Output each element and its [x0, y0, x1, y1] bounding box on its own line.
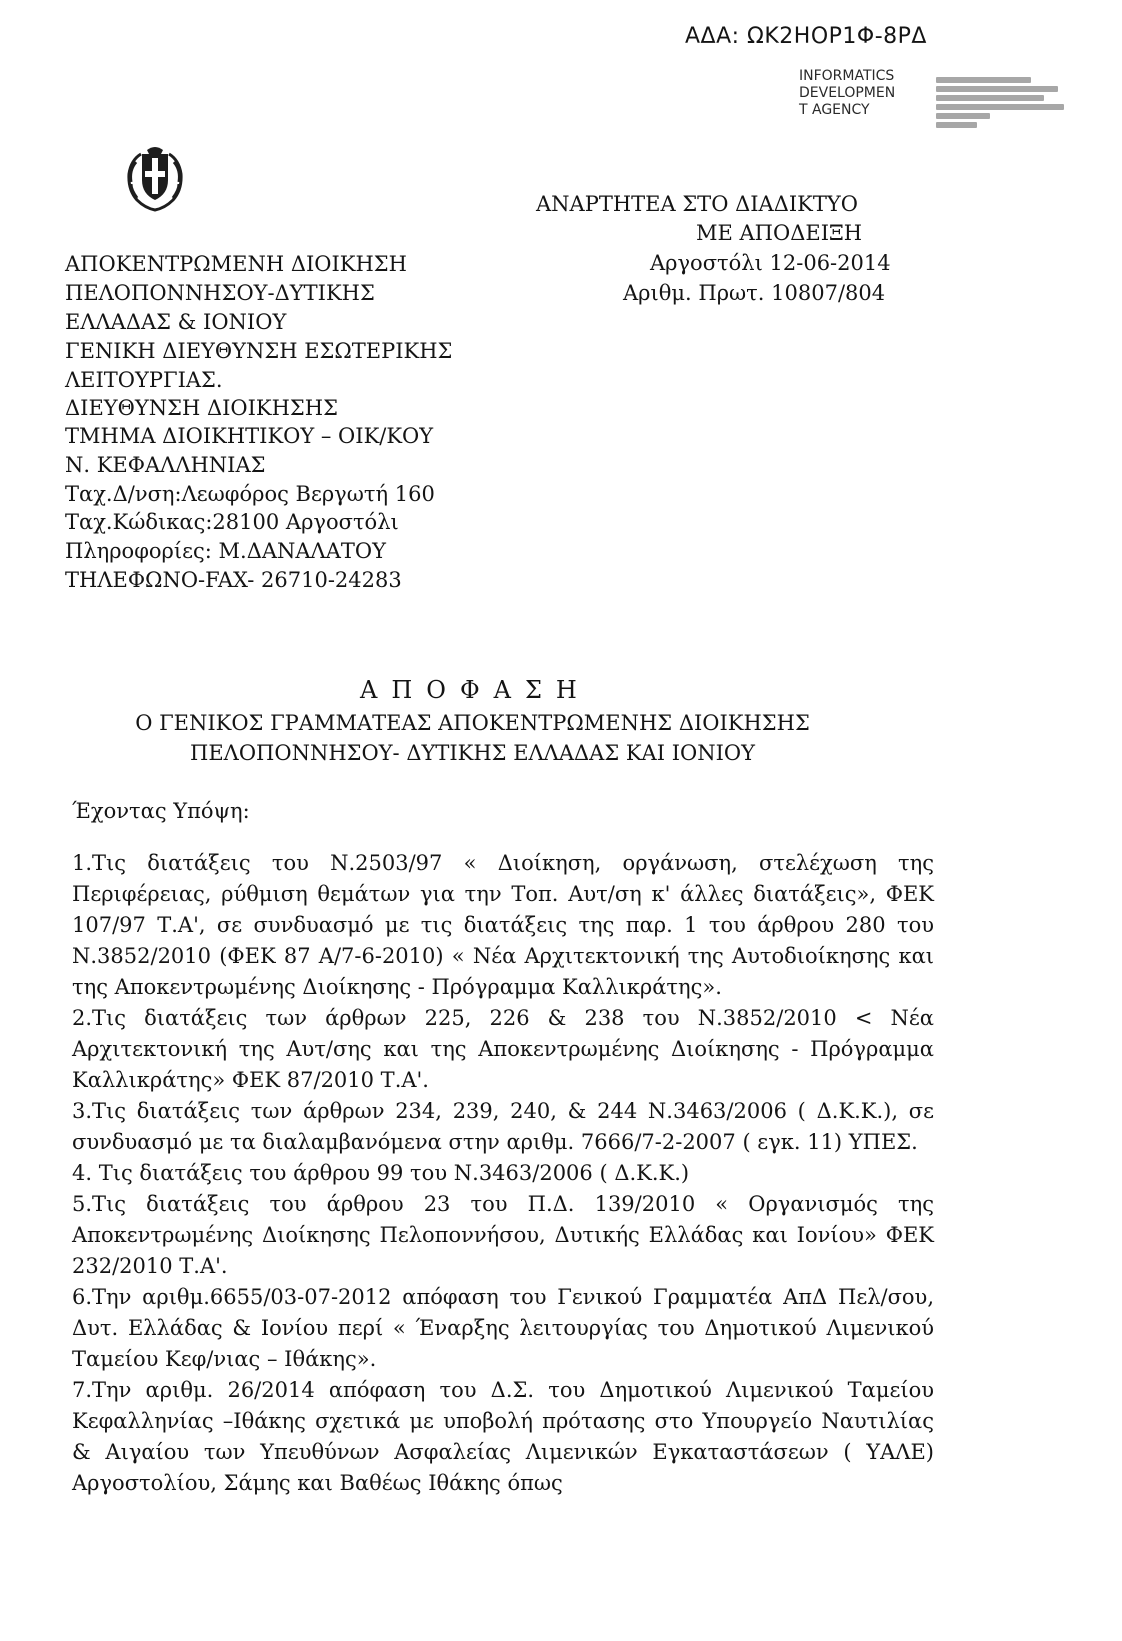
considering-heading: Έχοντας Υπόψη: — [72, 799, 250, 823]
sender-line: ΓΕΝΙΚΗ ΔΙΕΥΘΥΝΣΗ ΕΣΩΤΕΡΙΚΗΣ — [65, 339, 453, 363]
consideration-item: 3.Τις διατάξεις των άρθρων 234, 239, 240, & 244 Ν.3463/2006 ( Δ.Κ.Κ.), σε συνδυασμό με τα διαλαμβανόμενα στην αριθμ. 7666/7-2-2007 ( εγκ. 11) ΥΠΕΣ. — [72, 1099, 934, 1154]
consideration-item: 2.Τις διατάξεις των άρθρων 225, 226 & 238 του Ν.3852/2010 < Νέα Αρχιτεκτονική της Αυτ/σης και της Αποκεντρωμένης Διοίκησης - Πρόγραμμα Καλλικράτης» ΦΕΚ 87/2010 Τ.Α'. — [72, 1006, 934, 1092]
posting-line-1: ΑΝΑΡΤΗΤΕΑ ΣΤΟ ΔΙΑΔΙΚΤΥΟ — [536, 192, 858, 216]
document-date: Αργοστόλι 12-06-2014 — [650, 251, 891, 275]
issuer-line-2: ΠΕΛΟΠΟΝΝΗΣΟΥ- ΔΥΤΙΚΗΣ ΕΛΛΑΔΑΣ ΚΑΙ ΙΟΝΙΟΥ — [190, 741, 755, 765]
consideration-item: 1.Τις διατάξεις του Ν.2503/97 « Διοίκηση, οργάνωση, στελέχωση της Περιφέρειας, ρύθμιση θεμάτων για την Τοπ. Αυτ/ση κ' άλλες διατάξεις», ΦΕΚ 107/97 Τ.Α', σε συνδυασμό με τις διατάξεις της παρ. 1 του άρθρου 280 του Ν.3852/2010 (ΦΕΚ 87 Α/7-6-2010) « Νέα Αρχιτεκτονική της Αυτοδιοίκησης και της Αποκεντρωμένης Διοίκησης - Πρόγραμμα Καλλικράτης». — [72, 851, 934, 999]
consideration-item: 4. Τις διατάξεις του άρθρου 99 του Ν.3463/2006 ( Δ.Κ.Κ.) — [72, 1161, 690, 1185]
sender-line: Ν. ΚΕΦΑΛΛΗΝΙΑΣ — [65, 453, 266, 477]
protocol-number: Αριθμ. Πρωτ. 10807/804 — [623, 281, 886, 305]
ada-code: ΑΔΑ: ΩΚ2ΗΟΡ1Φ-8ΡΔ — [685, 24, 927, 49]
consideration-item: 7.Την αριθμ. 26/2014 απόφαση του Δ.Σ. του Δημοτικού Λιμενικού Ταμείου Κεφαλληνίας –Ιθάκης σχετικά με υποβολή πρότασης στο Υπουργείο Ναυτιλίας & Αιγαίου των Υπευθύνων Ασφαλείας Λιμενικών Εγκαταστάσεων ( ΥΑΛΕ) Αργοστολίου, Σάμης και Βαθέως Ιθάκης όπως — [72, 1378, 934, 1495]
signature-line-2: DEVELOPMEN — [799, 85, 896, 101]
sender-line: ΔΙΕΥΘΥΝΣΗ ΔΙΟΙΚΗΣΗΣ — [65, 396, 338, 420]
posting-line-2: ΜΕ ΑΠΟΔΕΙΞΗ — [696, 221, 863, 245]
signature-details-graphic — [936, 77, 1071, 135]
sender-line: ΛΕΙΤΟΥΡΓΙΑΣ. — [65, 368, 223, 392]
sender-contact: Πληροφορίες: Μ.ΔΑΝΑΛΑΤΟΥ — [65, 539, 386, 563]
sender-line: ΠΕΛΟΠΟΝΝΗΣΟΥ-ΔΥΤΙΚΗΣ — [65, 281, 375, 305]
decision-title: ΑΠΟΦΑΣΗ — [360, 676, 591, 704]
sender-address: Ταχ.Δ/νση:Λεωφόρος Βεργωτή 160 — [65, 482, 435, 506]
sender-line: ΑΠΟΚΕΝΤΡΩΜΕΝΗ ΔΙΟΙΚΗΣΗ — [65, 252, 407, 276]
consideration-item: 5.Τις διατάξεις του άρθρου 23 του Π.Δ. 139/2010 « Οργανισμός της Αποκεντρωμένης Διοίκησης Πελοποννήσου, Δυτικής Ελλάδας και Ιονίου» ΦΕΚ 232/2010 Τ.Α'. — [72, 1192, 934, 1278]
sender-postcode: Ταχ.Κώδικας:28100 Αργοστόλι — [65, 510, 399, 534]
sender-line: ΤΜΗΜΑ ΔΙΟΙΚΗΤΙΚΟΥ – ΟΙΚ/ΚΟΥ — [65, 424, 434, 448]
signature-line-1: INFORMATICS — [799, 68, 895, 84]
signature-line-3: T AGENCY — [799, 102, 870, 118]
considerations-list — [72, 848, 934, 1499]
issuer-line-1: Ο ΓΕΝΙΚΟΣ ΓΡΑΜΜΑΤΕΑΣ ΑΠΟΚΕΝΤΡΩΜΕΝΗΣ ΔΙΟΙΚΗΣΗΣ — [135, 711, 810, 735]
coat-of-arms-icon — [117, 140, 193, 216]
sender-line: ΕΛΛΑΔΑΣ & ΙΟΝΙΟΥ — [65, 310, 287, 334]
consideration-item: 6.Την αριθμ.6655/03-07-2012 απόφαση του Γενικού Γραμματέα ΑπΔ Πελ/σου, Δυτ. Ελλάδας & Ιονίου περί « Έναρξης λειτουργίας του Δημοτικού Λιμενικού Ταμείου Κεφ/νιας – Ιθάκης». — [72, 1285, 934, 1371]
sender-phone: ΤΗΛΕΦΩΝΟ-FAX- 26710-24283 — [65, 568, 402, 592]
